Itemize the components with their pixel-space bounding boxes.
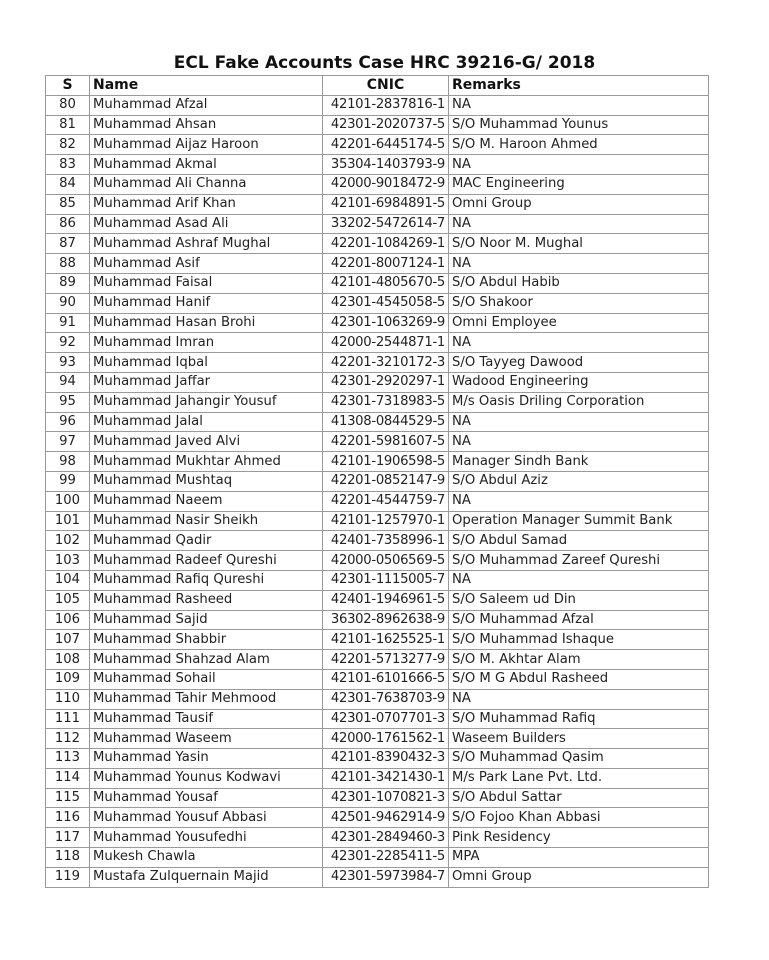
cell-remarks: MPA [449,848,709,868]
cell-serial: 99 [46,471,90,491]
cell-remarks: S/O Shakoor [449,293,709,313]
cell-remarks: S/O M. Akhtar Alam [449,650,709,670]
cell-cnic: 42000-1761562-1 [323,729,449,749]
cell-name: Muhammad Iqbal [90,353,323,373]
document-title: ECL Fake Accounts Case HRC 39216-G/ 2018 [173,53,596,73]
cell-cnic: 42201-3210172-3 [323,353,449,373]
cell-serial: 80 [46,95,90,115]
cell-remarks: S/O Muhammad Afzal [449,610,709,630]
cell-remarks: S/O Muhammad Younus [449,115,709,135]
table-row [46,669,709,689]
cell-serial: 90 [46,293,90,313]
cell-name: Muhammad Hanif [90,293,323,313]
table-row [46,115,709,135]
cell-remarks: NA [449,412,709,432]
cell-serial: 81 [46,115,90,135]
cell-serial: 111 [46,709,90,729]
cell-serial: 84 [46,174,90,194]
header-serial: S [46,76,90,96]
cell-name: Muhammad Akmal [90,155,323,175]
table-row [46,174,709,194]
table-row [46,768,709,788]
cell-cnic: 42101-3421430-1 [323,768,449,788]
cell-cnic: 36302-8962638-9 [323,610,449,630]
table-row [46,729,709,749]
cell-name: Muhammad Ali Channa [90,174,323,194]
cell-serial: 112 [46,729,90,749]
cell-serial: 103 [46,551,90,571]
table-row [46,689,709,709]
cell-cnic: 42201-8007124-1 [323,254,449,274]
cell-name: Muhammad Jalal [90,412,323,432]
cell-serial: 102 [46,531,90,551]
cell-name: Muhammad Ashraf Mughal [90,234,323,254]
cell-name: Muhammad Asad Ali [90,214,323,234]
cell-serial: 96 [46,412,90,432]
table-row [46,135,709,155]
table-row [46,531,709,551]
cell-name: Muhammad Sohail [90,669,323,689]
cell-name: Muhammad Aijaz Haroon [90,135,323,155]
cell-name: Muhammad Shahzad Alam [90,650,323,670]
table-row [46,511,709,531]
table-row [46,214,709,234]
cell-serial: 82 [46,135,90,155]
cell-name: Muhammad Yousufedhi [90,828,323,848]
cell-cnic: 41308-0844529-5 [323,412,449,432]
cell-remarks: Pink Residency [449,828,709,848]
cell-cnic: 42000-9018472-9 [323,174,449,194]
cell-cnic: 42301-2285411-5 [323,848,449,868]
cell-remarks: MAC Engineering [449,174,709,194]
cell-cnic: 42301-0707701-3 [323,709,449,729]
cell-remarks: Manager Sindh Bank [449,452,709,472]
table-row [46,749,709,769]
cell-remarks: S/O Abdul Aziz [449,471,709,491]
cell-remarks: M/s Oasis Driling Corporation [449,392,709,412]
table-row [46,491,709,511]
table-row [46,848,709,868]
cell-serial: 92 [46,333,90,353]
cell-name: Muhammad Arif Khan [90,194,323,214]
cell-name: Muhammad Yasin [90,749,323,769]
cell-remarks: Waseem Builders [449,729,709,749]
cell-name: Muhammad Rafiq Qureshi [90,570,323,590]
cell-serial: 117 [46,828,90,848]
cell-serial: 88 [46,254,90,274]
cell-cnic: 42201-5981607-5 [323,432,449,452]
cell-remarks: NA [449,155,709,175]
cell-remarks: Omni Employee [449,313,709,333]
cell-remarks: S/O Muhammad Rafiq [449,709,709,729]
cell-cnic: 42101-2837816-1 [323,95,449,115]
cell-cnic: 42301-2849460-3 [323,828,449,848]
table-row [46,471,709,491]
cell-serial: 109 [46,669,90,689]
table-row [46,155,709,175]
cell-remarks: NA [449,95,709,115]
cell-cnic: 42401-1946961-5 [323,590,449,610]
cell-cnic: 42301-1070821-3 [323,788,449,808]
table-row [46,95,709,115]
cell-remarks: M/s Park Lane Pvt. Ltd. [449,768,709,788]
cell-serial: 119 [46,867,90,887]
cell-remarks: NA [449,689,709,709]
cell-cnic: 42301-7638703-9 [323,689,449,709]
cell-name: Muhammad Mukhtar Ahmed [90,452,323,472]
cell-remarks: NA [449,254,709,274]
cell-serial: 94 [46,372,90,392]
table-body [46,95,709,887]
cell-cnic: 42101-6101666-5 [323,669,449,689]
cell-name: Muhammad Yousaf [90,788,323,808]
cell-cnic: 42101-8390432-3 [323,749,449,769]
cell-name: Muhammad Naeem [90,491,323,511]
cell-serial: 105 [46,590,90,610]
cell-cnic: 42301-1115005-7 [323,570,449,590]
cell-cnic: 42101-1257970-1 [323,511,449,531]
cell-name: Muhammad Younus Kodwavi [90,768,323,788]
table-row [46,254,709,274]
cell-name: Muhammad Afzal [90,95,323,115]
header-remarks: Remarks [449,76,709,96]
cell-remarks: S/O Abdul Samad [449,531,709,551]
cell-cnic: 42301-7318983-5 [323,392,449,412]
table-row [46,630,709,650]
header-name: Name [90,76,323,96]
cell-name: Muhammad Shabbir [90,630,323,650]
cell-name: Muhammad Waseem [90,729,323,749]
cell-remarks: S/O Muhammad Ishaque [449,630,709,650]
cell-name: Muhammad Qadir [90,531,323,551]
cell-name: Muhammad Rasheed [90,590,323,610]
cell-serial: 104 [46,570,90,590]
table-row [46,412,709,432]
cell-name: Mukesh Chawla [90,848,323,868]
cell-name: Muhammad Asif [90,254,323,274]
cell-remarks: Omni Group [449,867,709,887]
cell-name: Mustafa Zulquernain Majid [90,867,323,887]
cell-remarks: Wadood Engineering [449,372,709,392]
cell-cnic: 42101-6984891-5 [323,194,449,214]
table-row [46,273,709,293]
cell-cnic: 42101-1906598-5 [323,452,449,472]
cell-serial: 89 [46,273,90,293]
cell-serial: 85 [46,194,90,214]
table-row [46,432,709,452]
cell-serial: 113 [46,749,90,769]
table-header-row [46,76,709,96]
cell-serial: 114 [46,768,90,788]
cell-remarks: S/O Abdul Sattar [449,788,709,808]
table-row [46,293,709,313]
cell-cnic: 42301-4545058-5 [323,293,449,313]
cell-name: Muhammad Javed Alvi [90,432,323,452]
cell-cnic: 33202-5472614-7 [323,214,449,234]
cell-cnic: 42401-7358996-1 [323,531,449,551]
table-row [46,788,709,808]
cell-serial: 110 [46,689,90,709]
table-row [46,372,709,392]
cell-remarks: S/O Saleem ud Din [449,590,709,610]
cell-cnic: 42201-5713277-9 [323,650,449,670]
cell-cnic: 42101-1625525-1 [323,630,449,650]
cell-remarks: S/O M G Abdul Rasheed [449,669,709,689]
cell-remarks: S/O Muhammad Qasim [449,749,709,769]
cell-serial: 100 [46,491,90,511]
table-row [46,808,709,828]
cell-serial: 87 [46,234,90,254]
cell-remarks: NA [449,432,709,452]
cell-serial: 93 [46,353,90,373]
cell-name: Muhammad Imran [90,333,323,353]
cell-cnic: 42501-9462914-9 [323,808,449,828]
cell-remarks: S/O M. Haroon Ahmed [449,135,709,155]
table-row [46,392,709,412]
table-row [46,590,709,610]
cell-remarks: NA [449,333,709,353]
cell-remarks: NA [449,570,709,590]
cell-cnic: 42301-2020737-5 [323,115,449,135]
cell-cnic: 42301-1063269-9 [323,313,449,333]
cell-serial: 97 [46,432,90,452]
cell-cnic: 42101-4805670-5 [323,273,449,293]
cell-cnic: 42201-4544759-7 [323,491,449,511]
cell-name: Muhammad Yousuf Abbasi [90,808,323,828]
table-row [46,313,709,333]
cell-serial: 118 [46,848,90,868]
table-row [46,452,709,472]
header-cnic: CNIC [323,76,449,96]
table-row [46,353,709,373]
cell-cnic: 42000-2544871-1 [323,333,449,353]
cell-remarks: NA [449,214,709,234]
cell-serial: 106 [46,610,90,630]
cell-remarks: S/O Noor M. Mughal [449,234,709,254]
cell-cnic: 42301-5973984-7 [323,867,449,887]
cell-serial: 108 [46,650,90,670]
table-row [46,234,709,254]
cell-remarks: NA [449,491,709,511]
cell-name: Muhammad Mushtaq [90,471,323,491]
cell-serial: 98 [46,452,90,472]
table-row [46,828,709,848]
cell-name: Muhammad Tahir Mehmood [90,689,323,709]
cell-cnic: 35304-1403793-9 [323,155,449,175]
cell-serial: 107 [46,630,90,650]
cell-serial: 116 [46,808,90,828]
cell-name: Muhammad Radeef Qureshi [90,551,323,571]
cell-cnic: 42000-0506569-5 [323,551,449,571]
cell-serial: 86 [46,214,90,234]
table-row [46,610,709,630]
table-row [46,194,709,214]
cell-serial: 83 [46,155,90,175]
cell-name: Muhammad Faisal [90,273,323,293]
accounts-table [45,75,709,888]
cell-name: Muhammad Jaffar [90,372,323,392]
cell-serial: 91 [46,313,90,333]
cell-remarks: Omni Group [449,194,709,214]
cell-name: Muhammad Nasir Sheikh [90,511,323,531]
table-row [46,650,709,670]
cell-name: Muhammad Tausif [90,709,323,729]
table-row [46,551,709,571]
cell-cnic: 42201-0852147-9 [323,471,449,491]
cell-serial: 115 [46,788,90,808]
cell-name: Muhammad Hasan Brohi [90,313,323,333]
cell-cnic: 42201-6445174-5 [323,135,449,155]
cell-name: Muhammad Ahsan [90,115,323,135]
cell-name: Muhammad Jahangir Yousuf [90,392,323,412]
cell-remarks: Operation Manager Summit Bank [449,511,709,531]
cell-serial: 101 [46,511,90,531]
table-row [46,570,709,590]
cell-remarks: S/O Muhammad Zareef Qureshi [449,551,709,571]
cell-remarks: S/O Tayyeg Dawood [449,353,709,373]
cell-name: Muhammad Sajid [90,610,323,630]
table-row [46,709,709,729]
table-row [46,867,709,887]
cell-remarks: S/O Abdul Habib [449,273,709,293]
cell-remarks: S/O Fojoo Khan Abbasi [449,808,709,828]
table-row [46,333,709,353]
cell-serial: 95 [46,392,90,412]
cell-cnic: 42201-1084269-1 [323,234,449,254]
cell-cnic: 42301-2920297-1 [323,372,449,392]
